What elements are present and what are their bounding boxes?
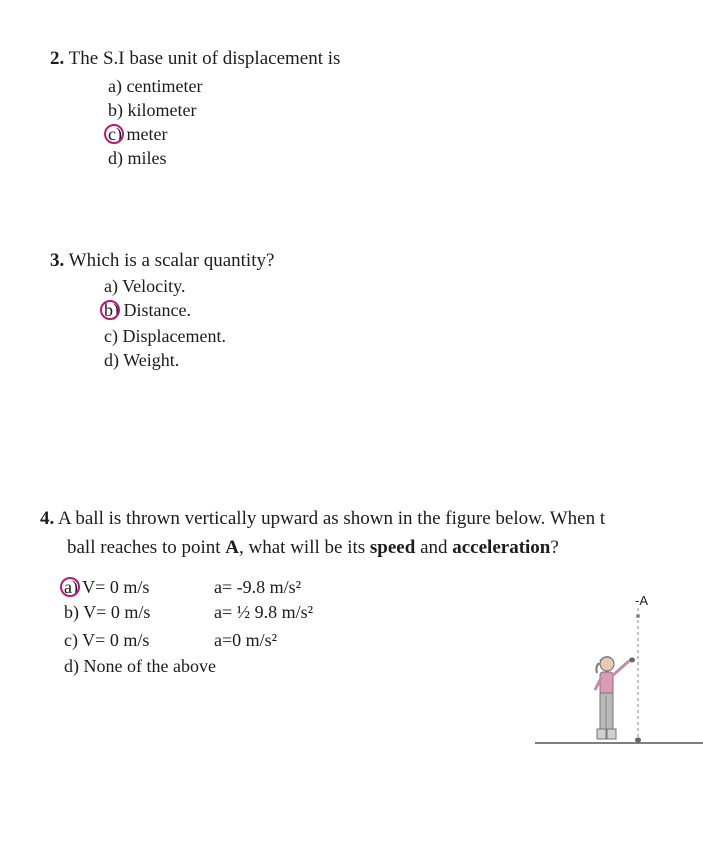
option-letter: b): [64, 602, 79, 622]
point-a-label: A: [225, 537, 240, 558]
question-number: 2.: [50, 48, 65, 69]
question-4-stem-line2: [67, 537, 559, 559]
option-letter: b): [108, 100, 123, 120]
velocity-value: V= 0 m/s: [82, 577, 150, 597]
option-letter: a): [104, 276, 118, 296]
option-text: Distance.: [123, 300, 191, 320]
selected-answer-circle: c): [108, 124, 122, 144]
question-number: 4.: [40, 508, 55, 529]
option-text: meter: [126, 124, 168, 144]
option-letter: c): [64, 630, 78, 650]
question-number: 3.: [50, 250, 65, 271]
stem-text: ?: [550, 537, 559, 558]
point-a-marker: -A: [635, 593, 649, 608]
option-letter: c): [104, 326, 118, 346]
acceleration-keyword: acceleration: [452, 537, 551, 558]
option-text: Velocity.: [122, 276, 186, 296]
q4-option-d[interactable]: [64, 656, 216, 677]
option-letter: d): [108, 148, 123, 168]
option-text: Displacement.: [122, 326, 226, 346]
selected-answer-circle: b): [104, 300, 119, 320]
option-text: None of the above: [83, 656, 216, 676]
question-text: Which is a scalar quantity?: [68, 250, 275, 271]
q2-option-b[interactable]: [108, 100, 196, 121]
ball-ground: [635, 738, 641, 743]
question-4-stem-line1: [40, 508, 703, 530]
acceleration-value: a= -9.8 m/s²: [214, 577, 302, 597]
option-letter: a): [108, 76, 122, 96]
q4-option-b[interactable]: [64, 602, 424, 623]
ball-hand: [629, 658, 635, 663]
q3-option-d[interactable]: [104, 350, 179, 371]
selected-answer-circle: a): [64, 577, 78, 597]
option-letter: d): [104, 350, 119, 370]
q3-option-b-selected[interactable]: [104, 300, 191, 321]
q2-option-c-selected[interactable]: [108, 124, 167, 145]
acceleration-value: a=0 m/s²: [214, 630, 278, 650]
q4-option-c[interactable]: [64, 630, 424, 651]
option-text: centimeter: [126, 76, 203, 96]
velocity-value: V= 0 m/s: [83, 602, 151, 622]
q2-option-d[interactable]: [108, 148, 167, 169]
question-text: A ball is thrown vertically upward as shown in the figure below. When t: [57, 508, 606, 529]
option-text: Weight.: [123, 350, 180, 370]
question-text: The S.I base unit of displacement is: [68, 48, 341, 69]
option-letter: d): [64, 656, 79, 676]
q2-option-a[interactable]: [108, 76, 202, 97]
stem-text: and: [415, 537, 453, 558]
speed-keyword: speed: [369, 537, 416, 558]
ball-top: [636, 614, 640, 618]
q3-option-a[interactable]: [104, 276, 186, 297]
thrown-ball-figure: [535, 588, 703, 750]
stem-text: ball reaches to point: [67, 537, 226, 558]
q4-option-a-selected[interactable]: [64, 577, 424, 598]
stem-text: , what will be its: [239, 537, 370, 558]
question-3-stem: [50, 250, 274, 272]
question-2-stem: [50, 48, 340, 70]
acceleration-value: a= ½ 9.8 m/s²: [214, 602, 314, 622]
option-text: kilometer: [127, 100, 197, 120]
option-text: miles: [127, 148, 167, 168]
q3-option-c[interactable]: [104, 326, 226, 347]
girl-icon: [595, 656, 629, 739]
velocity-value: V= 0 m/s: [82, 630, 150, 650]
